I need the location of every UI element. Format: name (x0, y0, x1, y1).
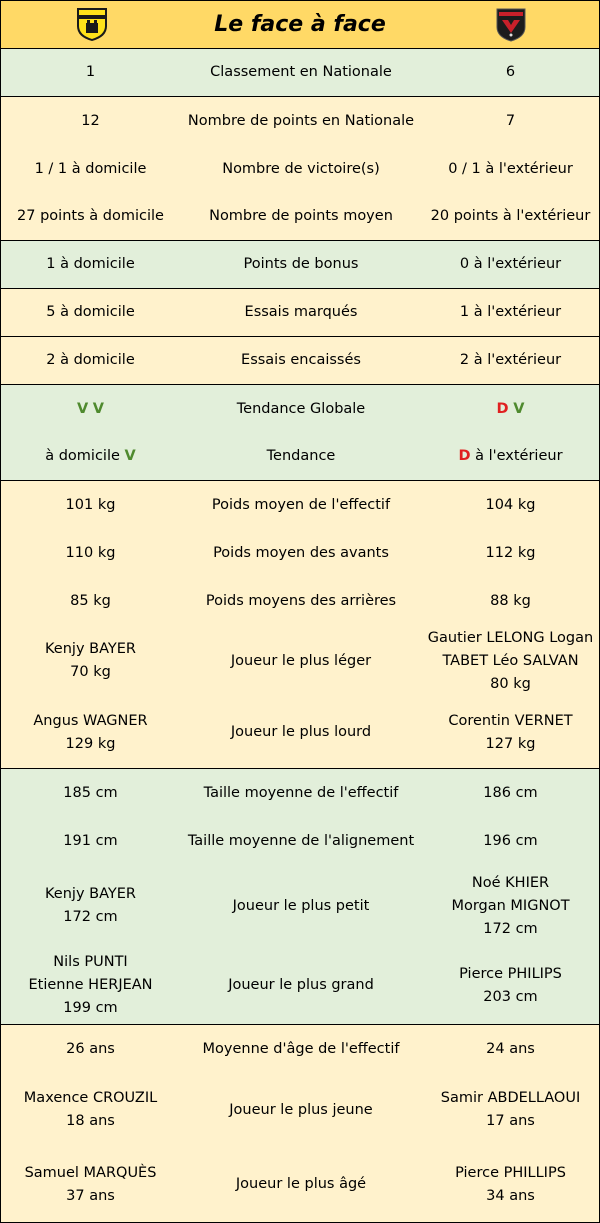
section-age (1, 1025, 599, 1222)
stat-label: Poids moyen des avants (213, 544, 389, 561)
away-value: Pierce PHILIPS 203 cm (459, 965, 562, 1005)
away-trend-global (422, 385, 599, 433)
stat-label: Essais marqués (244, 304, 358, 320)
table-row (1, 697, 599, 768)
home-value: 110 kg (65, 544, 116, 561)
win-marker: V (92, 400, 105, 417)
home-value: 191 cm (63, 832, 118, 849)
table-row (1, 1147, 599, 1222)
section-ranking (1, 49, 599, 97)
table-row (1, 193, 599, 240)
stat-label: Joueur le plus grand (228, 977, 374, 993)
away-value: 20 points à l'extérieur (430, 208, 591, 224)
home-value: Kenjy BAYER 70 kg (45, 641, 136, 680)
table-row (1, 145, 599, 193)
stat-label: Nombre de victoire(s) (222, 160, 380, 177)
stat-label: Classement en Nationale (210, 64, 392, 80)
away-value: Pierce PHILLIPS 34 ans (455, 1164, 566, 1204)
table-row (1, 241, 599, 288)
table-row (1, 625, 599, 697)
away-value: 112 kg (485, 544, 536, 561)
away-value: 186 cm (483, 784, 538, 801)
table-row (1, 947, 599, 1024)
home-value: 185 cm (63, 784, 118, 801)
table-row (1, 1073, 599, 1147)
stat-label: Tendance Globale (236, 400, 366, 417)
away-value: 104 kg (485, 496, 536, 513)
table-row (1, 385, 599, 433)
section-bonus (1, 241, 599, 289)
away-value: 1 à l'extérieur (459, 304, 562, 320)
stat-label: Joueur le plus léger (230, 652, 372, 669)
table-row (1, 337, 599, 384)
section-points (1, 97, 599, 241)
section-trend (1, 385, 599, 481)
table-row (1, 1025, 599, 1073)
table-row (1, 529, 599, 577)
home-value: 27 points à domicile (17, 208, 164, 224)
header-bar (1, 1, 599, 49)
stat-label: Joueur le plus petit (232, 897, 370, 914)
home-value: 1 / 1 à domicile (34, 160, 147, 177)
home-trend-text: à domicile (45, 448, 120, 464)
home-value: 12 (81, 112, 100, 129)
table-row (1, 817, 599, 865)
away-value: 88 kg (490, 592, 531, 609)
table-row (1, 289, 599, 336)
away-team-crest-icon (494, 6, 528, 42)
table-row (1, 577, 599, 625)
away-value: 7 (505, 112, 516, 129)
win-marker: V (513, 400, 525, 417)
table-row (1, 481, 599, 529)
home-value: 2 à domicile (46, 352, 135, 368)
stat-label: Poids moyens des arrières (205, 592, 397, 609)
home-value: 26 ans (66, 1040, 115, 1057)
section-tries-conceded (1, 337, 599, 385)
home-value: 101 kg (65, 496, 116, 513)
stat-label: Moyenne d'âge de l'effectif (202, 1040, 400, 1057)
stat-label: Nombre de points en Nationale (187, 112, 415, 129)
home-value: 5 à domicile (46, 304, 135, 320)
away-trend (422, 433, 599, 480)
win-marker: V (76, 400, 89, 417)
away-value: Noé KHIER Morgan MIGNOT 172 cm (451, 874, 570, 937)
home-value: 1 à domicile (46, 256, 135, 272)
loss-marker: D (496, 400, 509, 417)
table-row (1, 865, 599, 947)
home-value: Maxence CROUZIL 18 ans (23, 1090, 158, 1129)
table-row (1, 433, 599, 480)
away-value: Samir ABDELLAOUI 17 ans (440, 1090, 581, 1129)
table-row (1, 49, 599, 96)
stat-label: Nombre de points moyen (209, 208, 393, 224)
stat-label: Points de bonus (243, 256, 359, 272)
table-row (1, 97, 599, 145)
stat-label: Taille moyenne de l'alignement (187, 832, 415, 849)
home-value: Nils PUNTI Etienne HERJEAN 199 cm (28, 954, 153, 1016)
home-value: 85 kg (70, 592, 111, 609)
page-title: Le face à face (214, 12, 386, 37)
stat-label: Essais encaissés (241, 352, 361, 368)
home-trend (1, 433, 180, 480)
stat-label: Taille moyenne de l'effectif (203, 784, 399, 801)
home-trend-global (1, 385, 180, 433)
away-value: 6 (505, 64, 516, 80)
away-value: 0 à l'extérieur (459, 256, 562, 272)
away-value: 2 à l'extérieur (459, 352, 562, 368)
stat-label: Poids moyen de l'effectif (211, 496, 391, 513)
away-value: 24 ans (486, 1040, 535, 1057)
section-weight (1, 481, 599, 769)
away-value: 196 cm (483, 832, 538, 849)
away-trend-text: à l'extérieur (475, 448, 563, 464)
away-value: Corentin VERNET 127 kg (448, 712, 573, 752)
away-value: Gautier LELONG Logan TABET Léo SALVAN 80 kg (427, 629, 594, 692)
home-value: Angus WAGNER 129 kg (33, 712, 148, 752)
table-row (1, 769, 599, 817)
away-value: 0 / 1 à l'extérieur (448, 160, 573, 177)
section-height (1, 769, 599, 1025)
stat-label: Tendance (266, 448, 336, 464)
home-value: Samuel MARQUÈS 37 ans (24, 1164, 157, 1204)
home-team-crest-icon (75, 6, 109, 42)
stat-label: Joueur le plus âgé (235, 1176, 367, 1192)
win-marker: V (124, 448, 136, 464)
loss-marker: D (458, 448, 471, 464)
stat-label: Joueur le plus lourd (230, 724, 372, 740)
home-value: 1 (85, 64, 96, 80)
section-tries-scored (1, 289, 599, 337)
stat-label: Joueur le plus jeune (229, 1101, 373, 1118)
home-value: Kenjy BAYER 172 cm (45, 886, 136, 925)
